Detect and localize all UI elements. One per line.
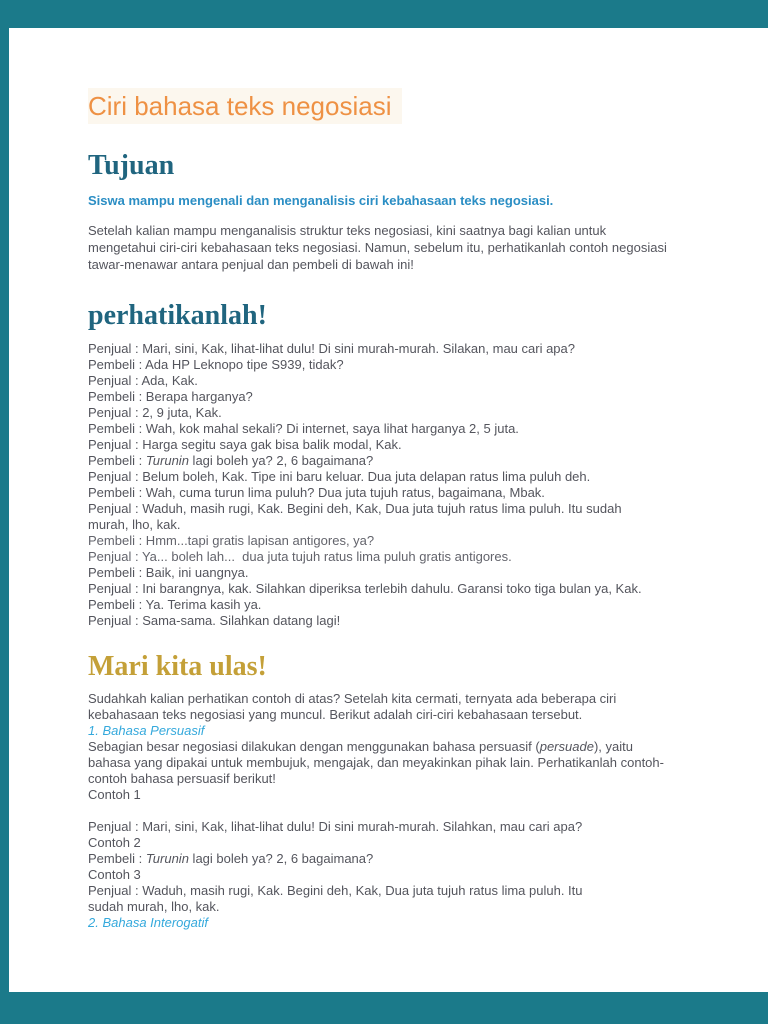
dialogue-block (88, 341, 642, 629)
text-span: lagi boleh ya? 2, 6 bagaimana? (188, 851, 374, 866)
text-span: ), yaitu (593, 739, 633, 754)
text-line (88, 421, 642, 437)
text-span: mengetahui ciri-ciri kebahasaan teks negosiasi. Namun, sebelum itu, perhatikanlah contoh negosiasi (88, 240, 667, 255)
text-span: Penjual : Ya... boleh lah... dua juta tujuh ratus lima puluh gratis antigores. (88, 549, 512, 564)
text-span: Pembeli : Wah, cuma turun lima puluh? Dua juta tujuh ratus, bagaimana, Mbak. (88, 485, 545, 500)
text-span: Pembeli : (88, 453, 146, 468)
text-span: Penjual : Waduh, masih rugi, Kak. Begini deh, Kak, Dua juta tujuh ratus lima puluh. Itu (88, 883, 583, 898)
text-span: Contoh 3 (88, 867, 141, 882)
text-span: Penjual : Ada, Kak. (88, 373, 198, 388)
text-line (88, 755, 664, 771)
text-span: Setelah kalian mampu menganalisis struktur teks negosiasi, kini saatnya bagi kalian untuk (88, 223, 607, 238)
text-line (88, 453, 642, 469)
text-line (88, 835, 664, 851)
document-page[interactable] (9, 28, 768, 992)
objective-text: Siswa mampu mengenali dan menganalisis ciri kebahasaan teks negosiasi. (88, 193, 554, 208)
text-line (88, 899, 664, 915)
intro-paragraph (88, 222, 667, 273)
viewer-top-bar (0, 0, 768, 28)
text-span: Penjual : Mari, sini, Kak, lihat-lihat dulu! Di sini murah-murah. Silahkan, mau cari apa? (88, 819, 583, 834)
text-line (88, 915, 664, 931)
document-title: Ciri bahasa teks negosiasi (88, 88, 402, 124)
text-span: Penjual : Sama-sama. Silahkan datang lagi! (88, 613, 341, 628)
text-span: murah, lho, kak. (88, 517, 181, 532)
text-line (88, 867, 664, 883)
text-line (88, 787, 664, 803)
text-line (88, 613, 642, 629)
text-line (88, 485, 642, 501)
text-span: Pembeli : Baik, ini uangnya. (88, 565, 249, 580)
text-line (88, 851, 664, 867)
text-line (88, 357, 642, 373)
section-heading-mari-kita-ulas: Mari kita ulas! (88, 651, 267, 682)
text-line (88, 819, 664, 835)
text-span: Penjual : Ini barangnya, kak. Silahkan diperiksa terlebih dahulu. Garansi toko tiga bulan ya, Kak. (88, 581, 642, 596)
text-span: Pembeli : (88, 851, 146, 866)
section-heading-tujuan: Tujuan (88, 150, 175, 181)
text-span: Pembeli : Ada HP Leknopo tipe S939, tidak? (88, 357, 344, 372)
text-span: Penjual : Mari, sini, Kak, lihat-lihat dulu! Di sini murah-murah. Silakan, mau cari apa? (88, 341, 575, 356)
text-line (88, 517, 642, 533)
text-line (88, 222, 667, 239)
text-line (88, 341, 642, 357)
text-line (88, 469, 642, 485)
text-span: Pembeli : Wah, kok mahal sekali? Di internet, saya lihat harganya 2, 5 juta. (88, 421, 519, 436)
text-line (88, 739, 664, 755)
text-span: contoh bahasa persuasif berikut! (88, 771, 276, 786)
analysis-block (88, 691, 664, 931)
text-span: Penjual : 2, 9 juta, Kak. (88, 405, 222, 420)
text-line (88, 501, 642, 517)
text-span: 1. Bahasa Persuasif (88, 723, 205, 738)
emphasized-text: Turunin (145, 453, 189, 468)
text-span: Pembeli : Hmm...tapi gratis lapisan antigores, ya? (88, 533, 375, 548)
text-span: kebahasaan teks negosiasi yang muncul. Berikut adalah ciri-ciri kebahasaan tersebut. (88, 707, 583, 722)
text-span: 2. Bahasa Interogatif (88, 915, 208, 930)
viewer-bottom-bar (0, 992, 768, 1024)
text-line (88, 256, 667, 273)
text-line (88, 405, 642, 421)
text-line (88, 803, 664, 819)
text-span: Pembeli : Ya. Terima kasih ya. (88, 597, 262, 612)
text-line (88, 707, 664, 723)
text-line (88, 771, 664, 787)
text-line (88, 597, 642, 613)
text-line (88, 437, 642, 453)
text-span: tawar-menawar antara penjual dan pembeli di bawah ini! (88, 257, 414, 272)
text-span: lagi boleh ya? 2, 6 bagaimana? (188, 453, 374, 468)
emphasized-text: persuade (539, 739, 594, 754)
text-line (88, 239, 667, 256)
section-heading-perhatikanlah: perhatikanlah! (88, 300, 267, 331)
text-line (88, 723, 664, 739)
text-span: Penjual : Belum boleh, Kak. Tipe ini baru keluar. Dua juta delapan ratus lima puluh deh. (88, 469, 591, 484)
text-line (88, 373, 642, 389)
text-span: Penjual : Waduh, masih rugi, Kak. Begini deh, Kak, Dua juta tujuh ratus lima puluh. Itu sudah (88, 501, 622, 516)
text-line (88, 581, 642, 597)
text-line (88, 533, 642, 549)
text-line (88, 549, 642, 565)
emphasized-text: Turunin (145, 851, 189, 866)
text-line (88, 565, 642, 581)
text-line (88, 691, 664, 707)
text-span: Contoh 2 (88, 835, 141, 850)
viewer-left-strip (0, 28, 9, 992)
text-span: Contoh 1 (88, 787, 141, 802)
text-span: Penjual : Harga segitu saya gak bisa balik modal, Kak. (88, 437, 402, 452)
text-span: bahasa yang dipakai untuk membujuk, mengajak, dan meyakinkan pihak lain. Perhatikanlah contoh- (88, 755, 664, 770)
text-line (88, 389, 642, 405)
text-span: Pembeli : Berapa harganya? (88, 389, 253, 404)
text-span: Sebagian besar negosiasi dilakukan dengan menggunakan bahasa persuasif ( (88, 739, 540, 754)
text-span: sudah murah, lho, kak. (88, 899, 220, 914)
text-line (88, 883, 664, 899)
text-span: Sudahkah kalian perhatikan contoh di atas? Setelah kita cermati, ternyata ada beberapa ciri (88, 691, 617, 706)
